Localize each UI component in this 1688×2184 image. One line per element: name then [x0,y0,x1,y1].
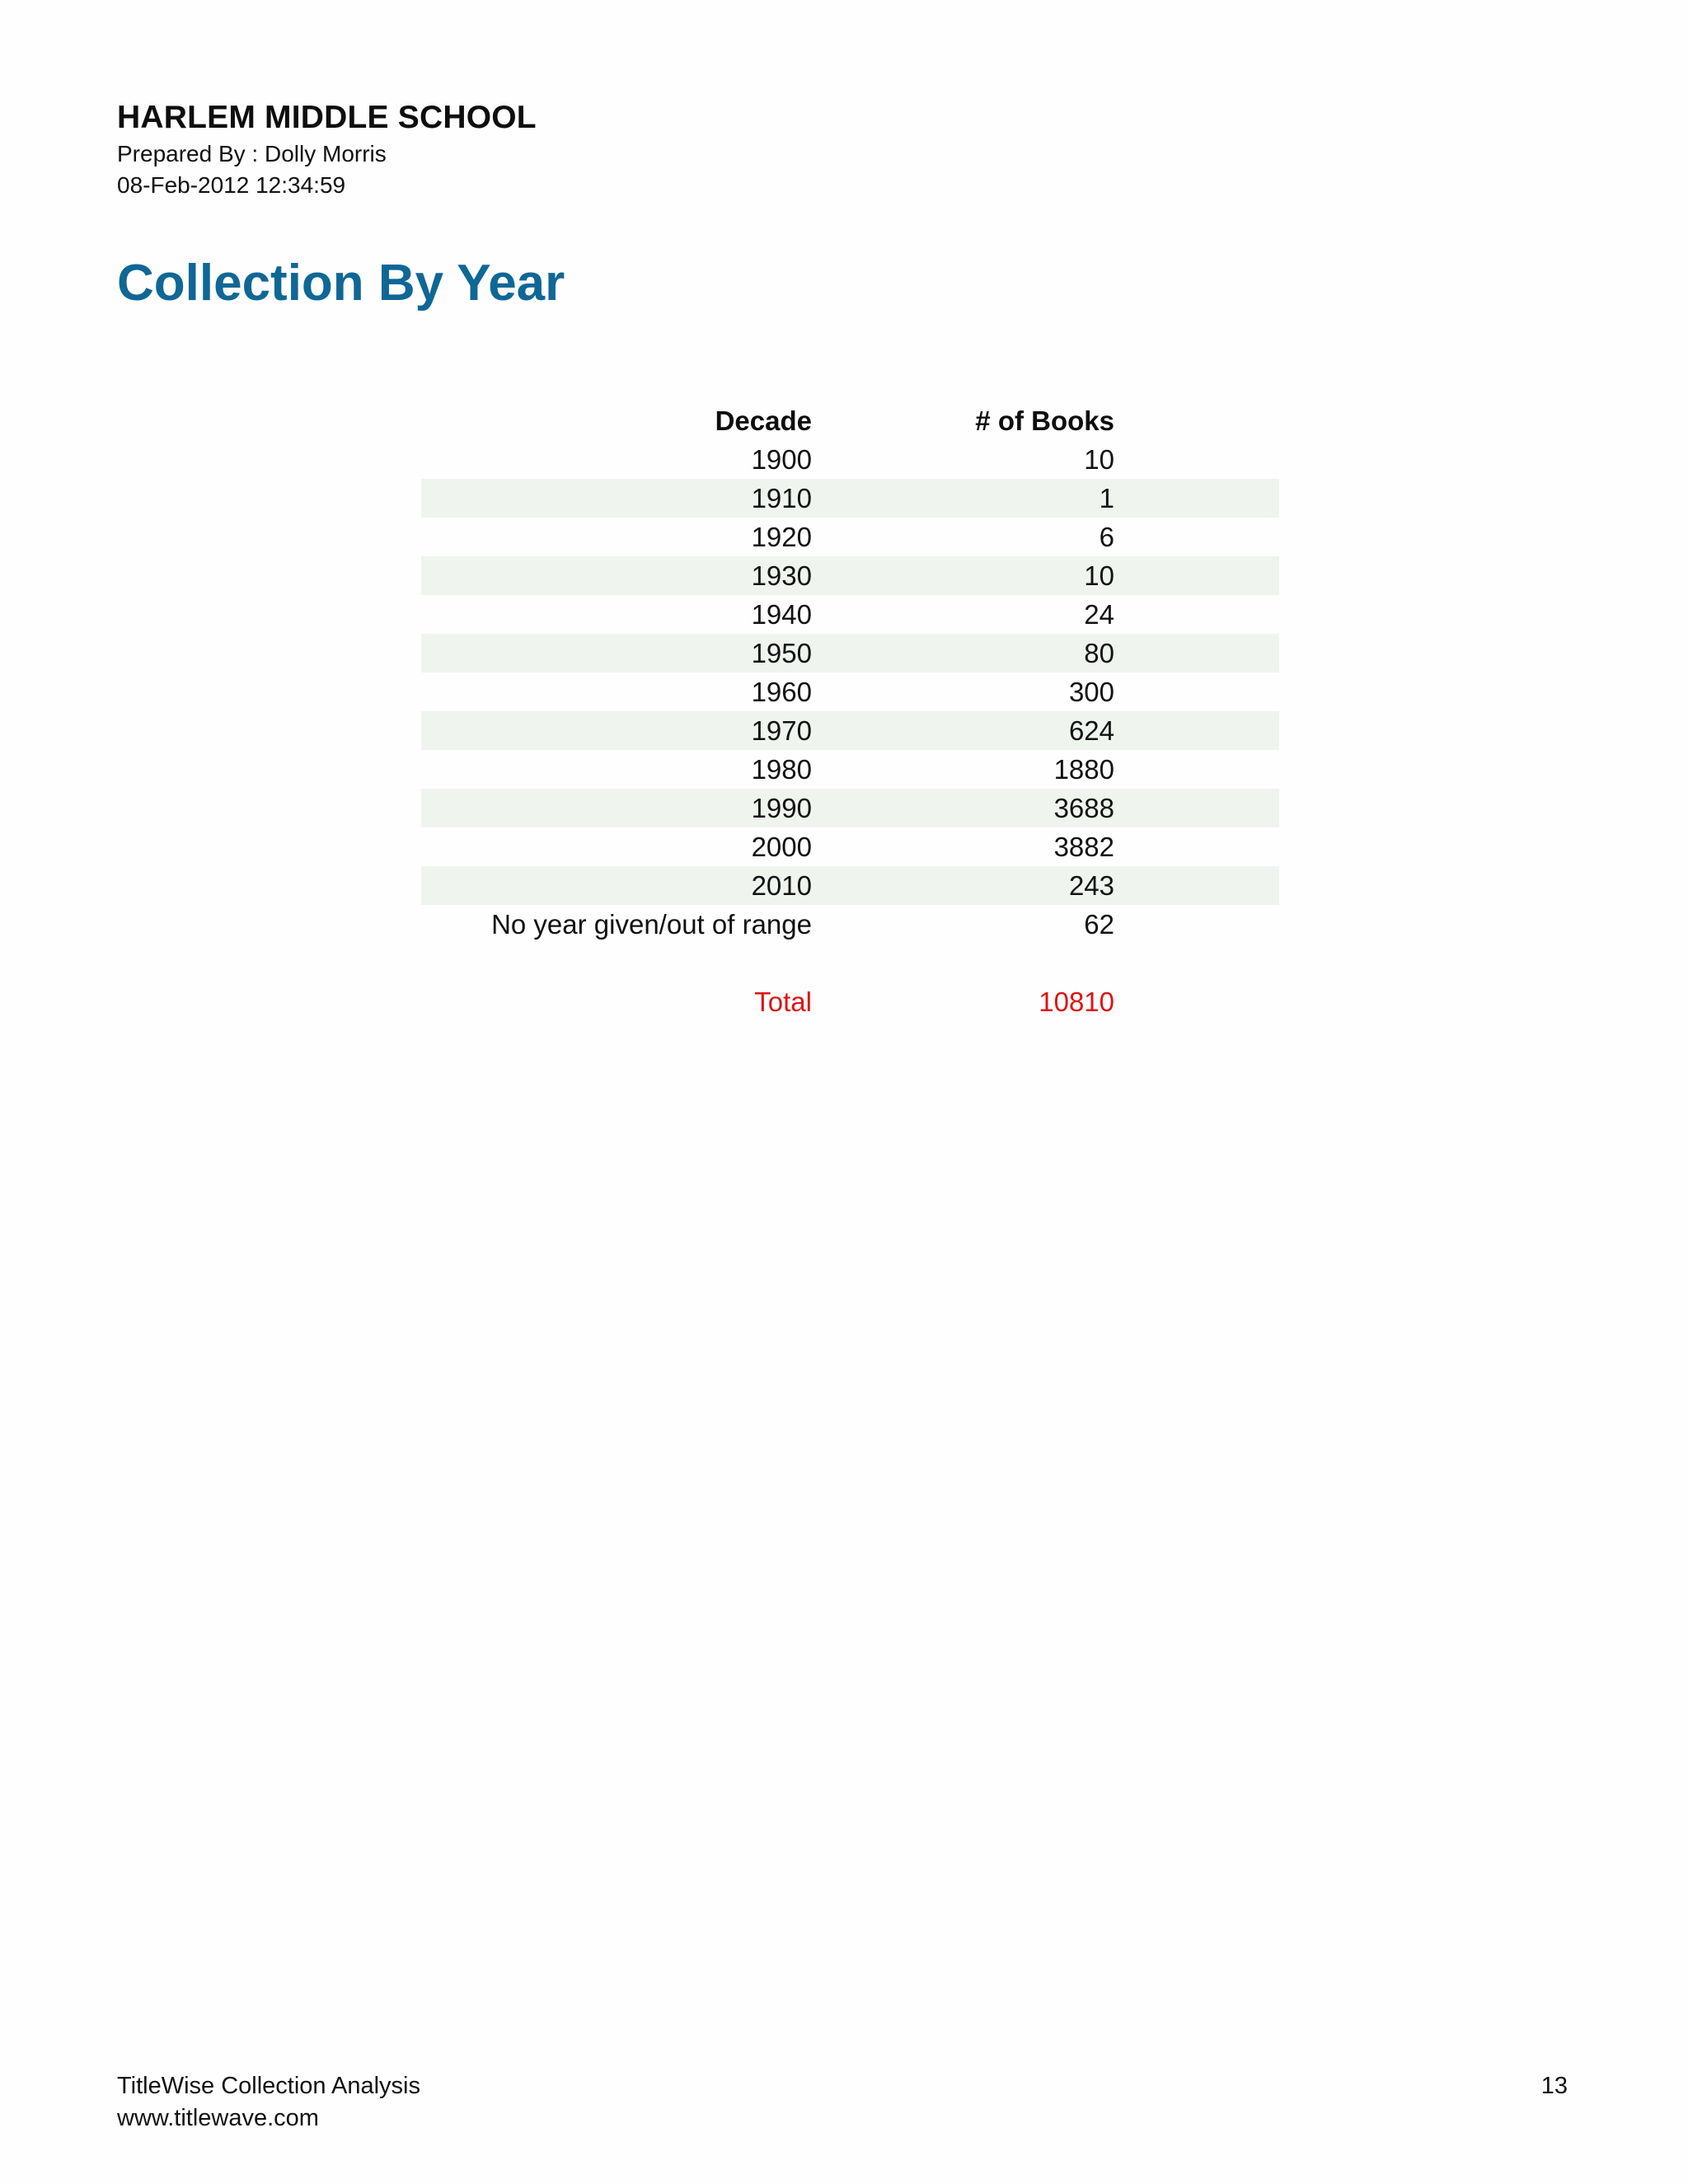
books-cell: 1 [1099,483,1114,513]
books-cell: 24 [1084,599,1114,630]
total-value: 10810 [1039,987,1114,1017]
table-row [421,789,1279,827]
decade-cell: 1950 [751,638,812,668]
books-cell: 80 [1084,638,1114,668]
table-row [421,440,1279,479]
decade-cell: 2010 [751,870,812,901]
decade-cell: 1930 [751,560,812,591]
total-label: Total [754,987,812,1017]
decade-cell: 1990 [751,793,812,823]
books-cell: 3688 [1053,793,1114,823]
column-header-books: # of Books [975,405,1114,436]
table-row [421,673,1279,711]
column-header-decade: Decade [715,405,812,436]
table-row [421,750,1279,789]
books-cell: 10 [1084,444,1114,475]
books-cell: 10 [1084,560,1114,591]
page-footer [117,2070,420,2135]
table-row [421,866,1279,905]
books-cell: 6 [1099,522,1114,552]
decade-cell: 1910 [751,483,812,513]
total-row [421,982,1279,1021]
footer-product: TitleWise Collection Analysis [117,2073,420,2099]
decade-cell: 1940 [751,599,812,630]
decade-cell: 1920 [751,522,812,552]
report-header [117,97,537,201]
footer-website: www.titlewave.com [117,2105,319,2131]
table-row [421,556,1279,595]
books-cell: 300 [1068,677,1114,707]
books-cell: 1880 [1053,754,1114,785]
table-row [421,479,1279,518]
school-name: HARLEM MIDDLE SCHOOL [117,100,537,135]
books-cell: 3882 [1053,832,1114,862]
books-cell: 243 [1068,870,1114,901]
page-title: Collection By Year [117,255,565,312]
prepared-by: Prepared By : Dolly Morris [117,141,387,166]
decade-cell: 1960 [751,677,812,707]
table-row [421,827,1279,866]
table-header-row [421,401,1279,440]
table-row [421,595,1279,634]
books-cell: 62 [1084,909,1114,940]
table-spacer [421,944,1279,982]
table-row [421,634,1279,673]
table-row [421,518,1279,556]
collection-table [421,401,1279,1021]
decade-cell: 1980 [751,754,812,785]
table-row [421,711,1279,750]
books-cell: 624 [1068,715,1114,746]
table-row [421,905,1279,944]
decade-cell: 1970 [751,715,812,746]
decade-cell: No year given/out of range [491,909,812,940]
page-number: 13 [1540,2073,1568,2099]
decade-cell: 2000 [751,832,812,862]
report-timestamp: 08-Feb-2012 12:34:59 [117,172,346,198]
decade-cell: 1900 [751,444,812,475]
